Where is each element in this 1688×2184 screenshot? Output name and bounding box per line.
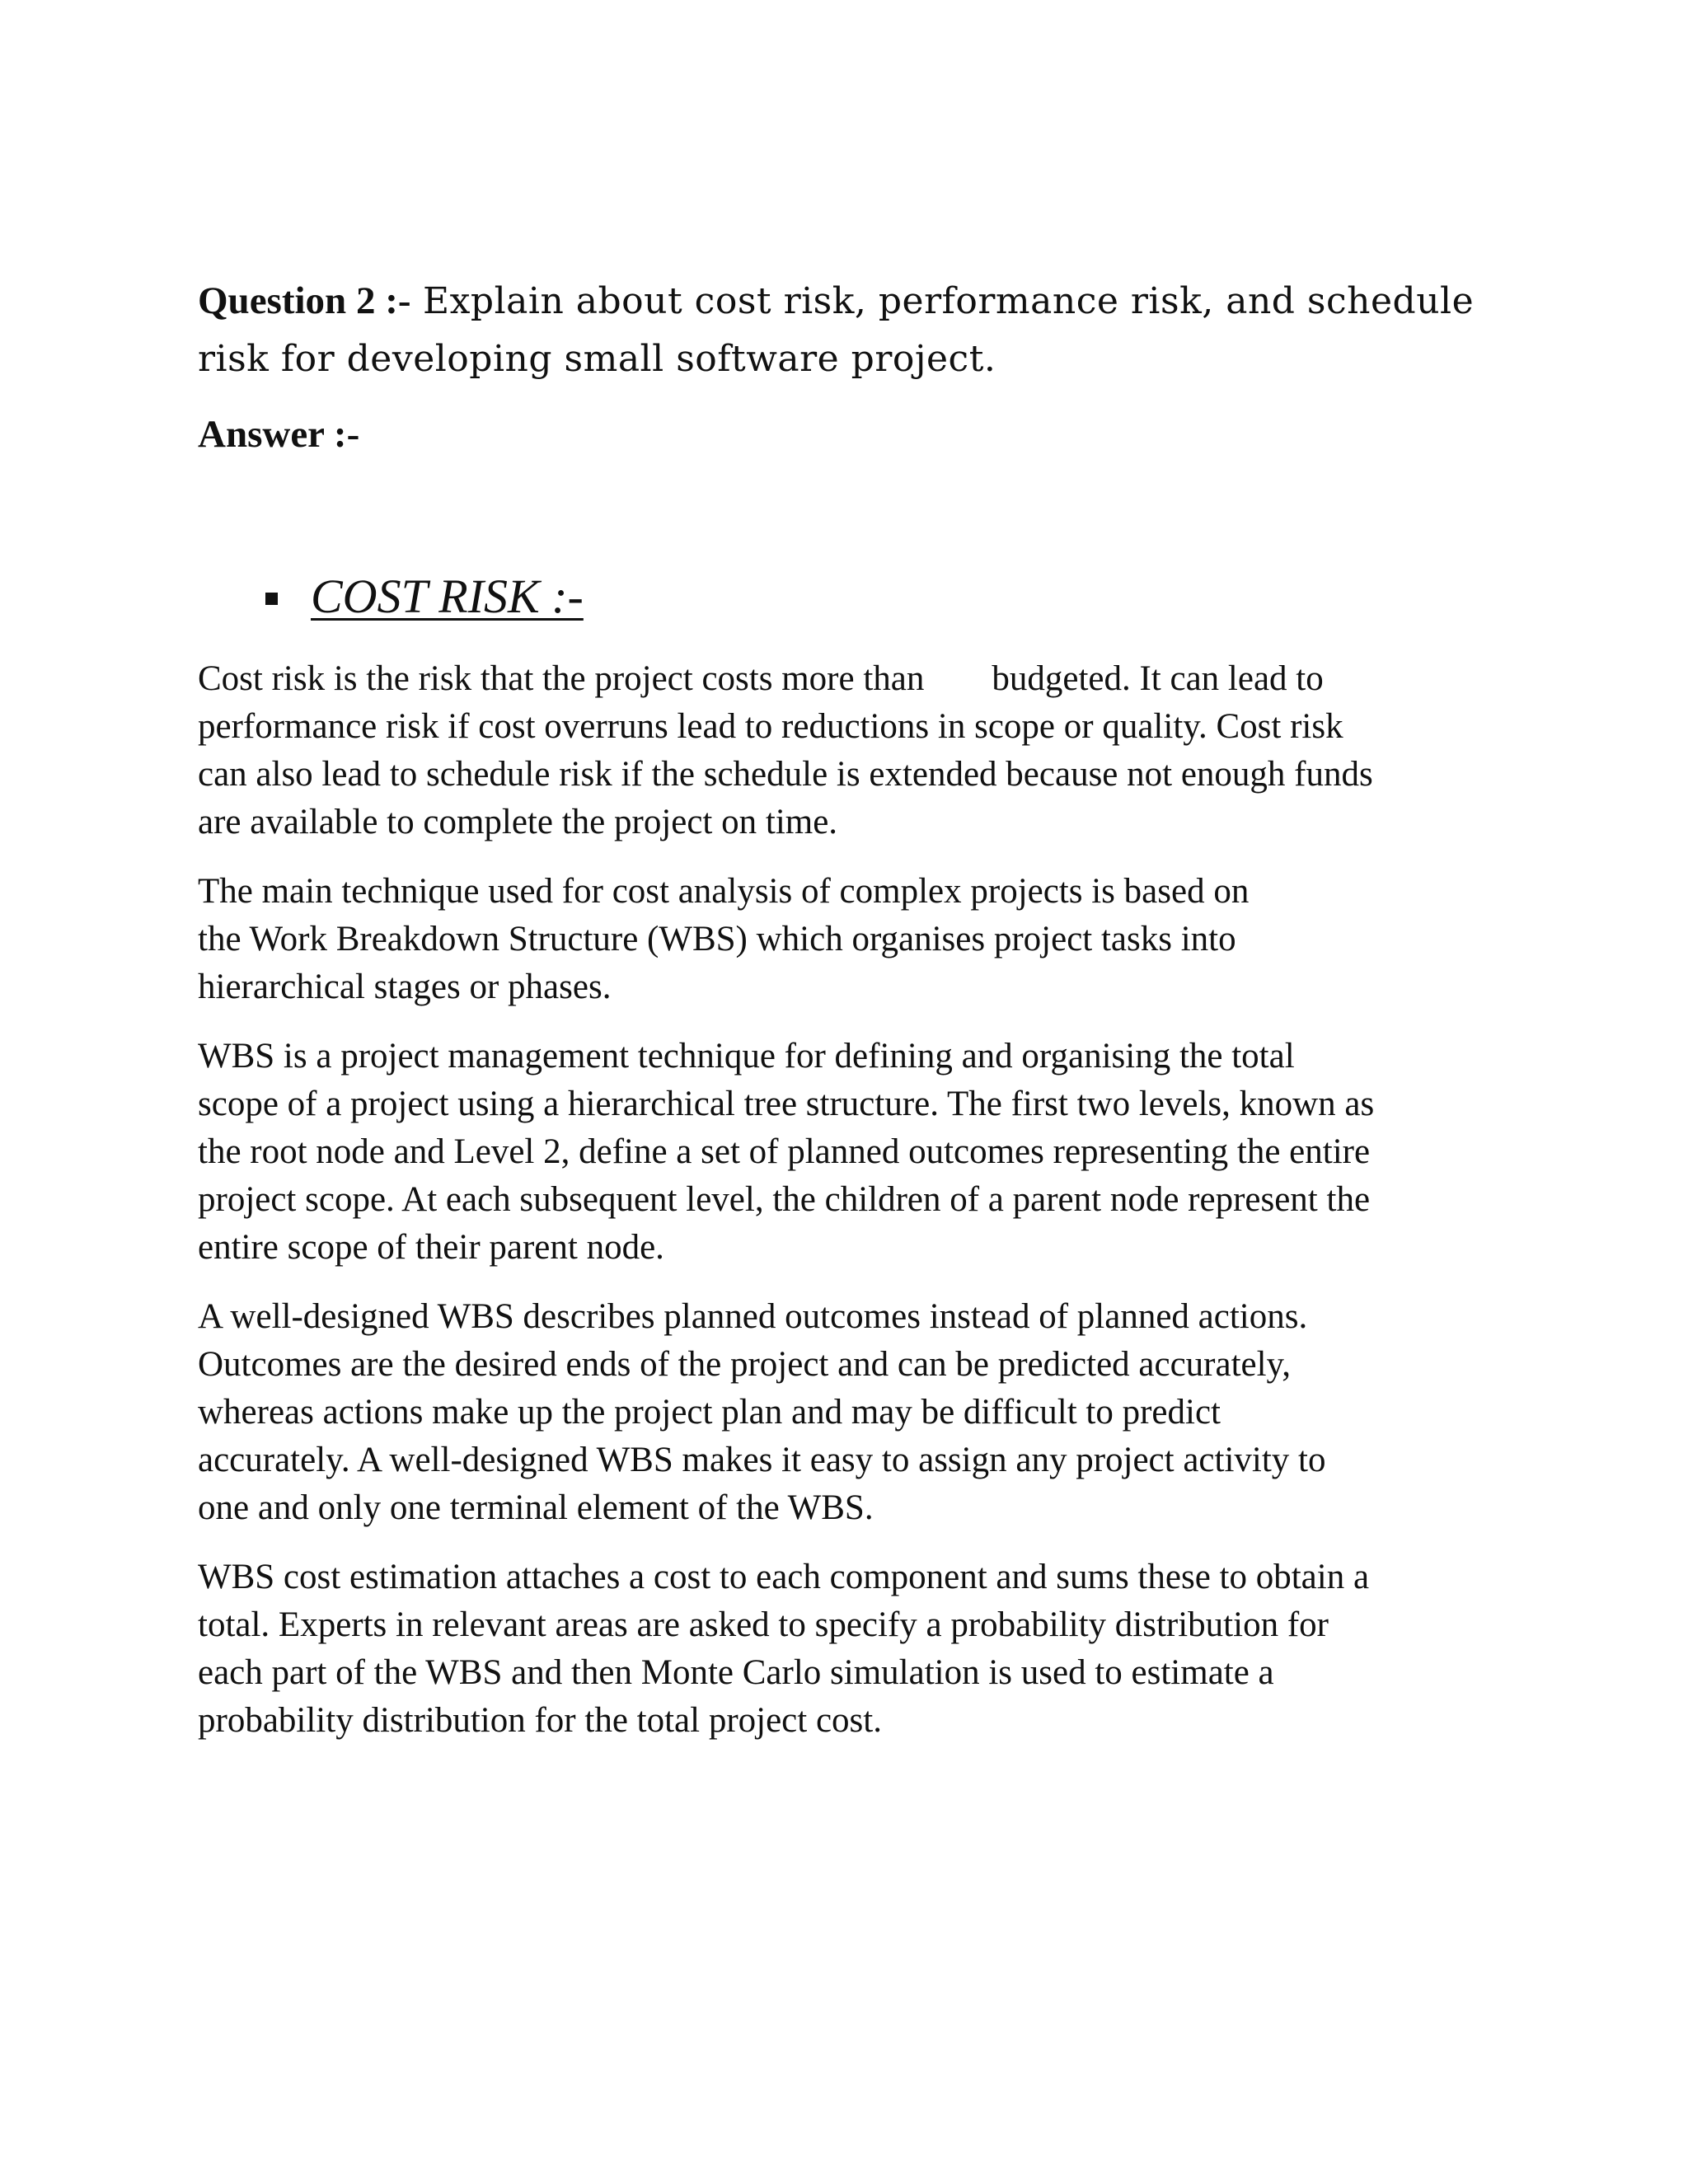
- paragraph: [198, 1033, 1517, 1272]
- text-line: Outcomes are the desired ends of the project and can be predicted accurately,: [198, 1345, 1292, 1384]
- text-line: Cost risk is the risk that the project costs more than: [198, 659, 925, 698]
- section-heading: [265, 565, 584, 628]
- text-line: WBS cost estimation attaches a cost to each component and sums these to obtain a: [198, 1558, 1370, 1596]
- text-line: each part of the WBS and then Monte Carlo simulation is used to estimate a: [198, 1653, 1274, 1692]
- text-line: total. Experts in relevant areas are asked to specify a probability distribution for: [198, 1605, 1329, 1644]
- text-line: the Work Breakdown Structure (WBS) which organises project tasks into: [198, 920, 1236, 958]
- text-line: project scope. At each subsequent level, the children of a parent node represent the: [198, 1180, 1371, 1219]
- paragraph: [198, 1293, 1517, 1532]
- text-line: hierarchical stages or phases.: [198, 968, 612, 1006]
- text-line: budgeted. It can lead to: [992, 659, 1324, 698]
- text-line: performance risk if cost overruns lead to reductions in scope or quality. Cost risk: [198, 707, 1343, 746]
- text-line: scope of a project using a hierarchical tree structure. The first two levels, known as: [198, 1085, 1375, 1123]
- square-bullet-icon: [265, 593, 278, 605]
- text-line: WBS is a project management technique for defining and organising the total: [198, 1037, 1295, 1076]
- section-title: COST RISK :-: [311, 569, 584, 623]
- question-label: Question 2 :-: [198, 279, 411, 322]
- text-line: whereas actions make up the project plan and may be difficult to predict: [198, 1393, 1221, 1432]
- text-line: A well-designed WBS describes planned outcomes instead of planned actions.: [198, 1297, 1308, 1336]
- text-line: probability distribution for the total project cost.: [198, 1701, 882, 1740]
- paragraph: [198, 868, 1517, 1011]
- paragraph: [198, 1554, 1517, 1745]
- text-line: can also lead to schedule risk if the schedule is extended because not enough funds: [198, 755, 1373, 794]
- text-line: The main technique used for cost analysis of complex projects is based on: [198, 872, 1250, 911]
- text-line: accurately. A well-designed WBS makes it easy to assign any project activity to: [198, 1441, 1326, 1479]
- question-block: [198, 272, 1500, 388]
- text-line: one and only one terminal element of the WBS.: [198, 1488, 874, 1527]
- paragraph: [198, 655, 1517, 846]
- text-line: entire scope of their parent node.: [198, 1228, 664, 1267]
- text-line: are available to complete the project on time.: [198, 803, 838, 841]
- answer-label: Answer :-: [198, 413, 360, 456]
- answer-body: [198, 655, 1517, 1766]
- text-line: the root node and Level 2, define a set of planned outcomes representing the entire: [198, 1132, 1371, 1171]
- question-text: Explain about cost risk, performance risk, and schedule risk for developing small software project.: [198, 280, 1475, 380]
